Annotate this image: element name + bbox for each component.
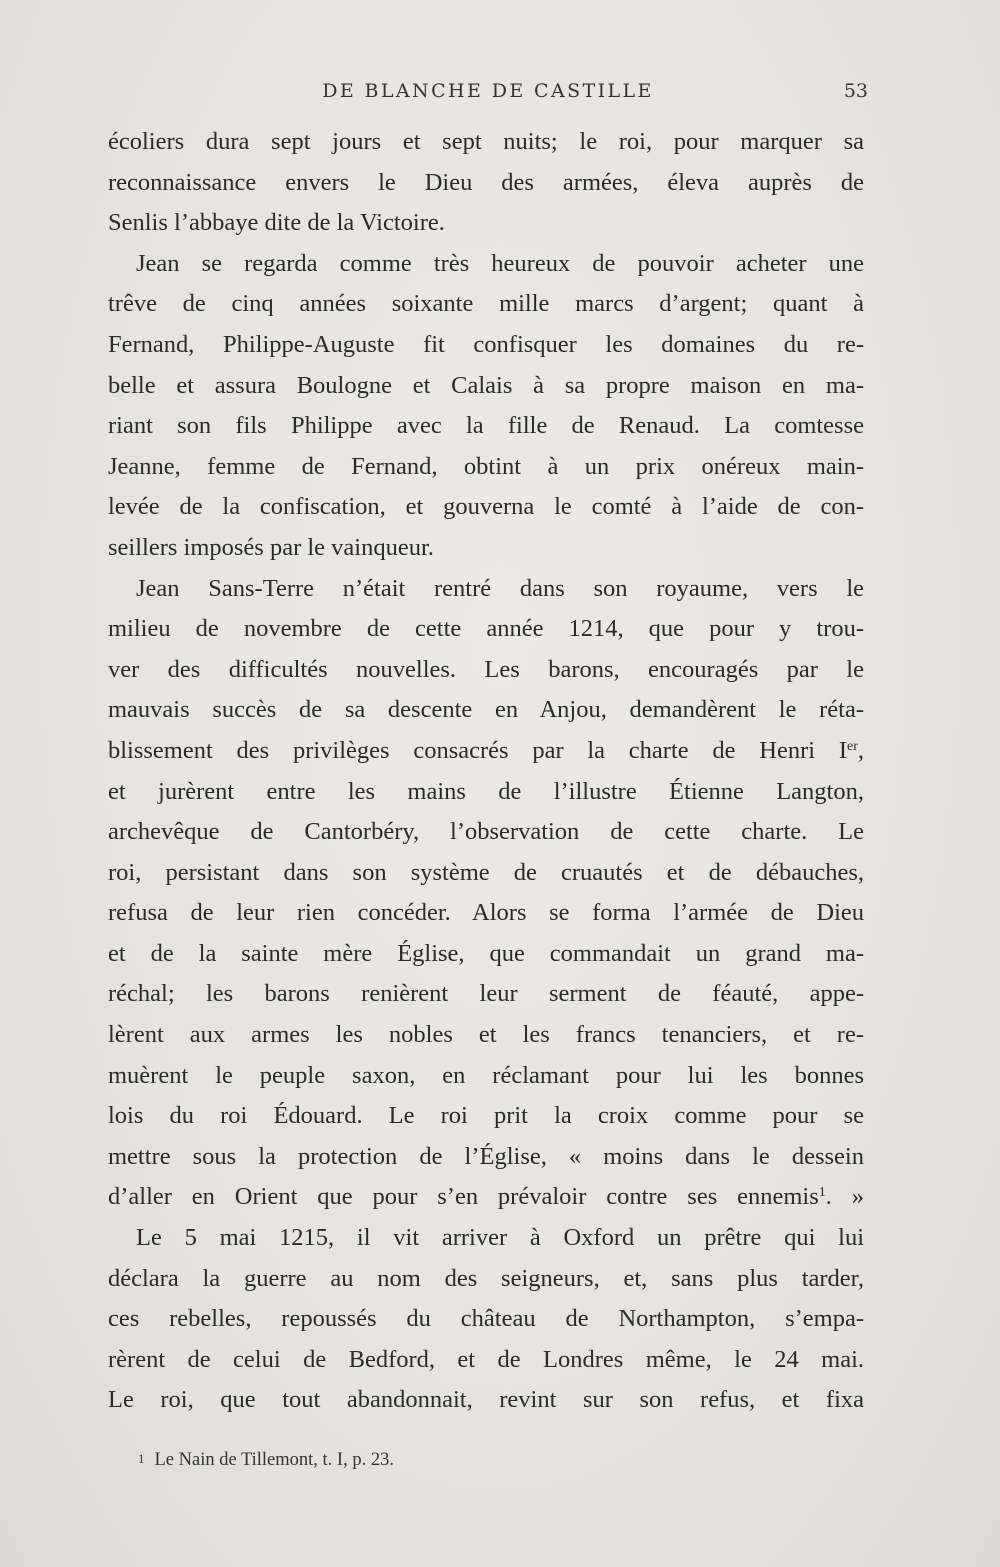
text-line: ver des difficultés nouvelles. Les barons, encouragés par le: [108, 655, 864, 683]
text-line: Fernand, Philippe-Auguste fit confisquer les domaines du re-: [108, 330, 864, 358]
text-line: riant son fils Philippe avec la fille de Renaud. La comtesse: [108, 412, 864, 440]
text-line: ces rebelles, repoussés du château de Northampton, s’empa-: [108, 1305, 864, 1333]
body-text: [108, 122, 864, 1421]
text-line: refusa de leur rien concéder. Alors se forma l’armée de Dieu: [108, 899, 864, 927]
text-line-note-ref: [108, 1177, 864, 1218]
running-title: DE BLANCHE DE CASTILLE: [322, 80, 654, 102]
text-line: écoliers dura sept jours et sept nuits; le roi, pour marquer sa: [108, 128, 864, 155]
paragraph-start-line: Jean Sans-Terre n’était rentré dans son royaume, vers le: [136, 574, 864, 602]
henri-ordinal-superscript: er: [846, 738, 858, 754]
text-line: levée de la confiscation, et gouverna le comté à l’aide de con-: [108, 493, 864, 521]
quote-line-text: d’aller en Orient que pour s’en prévaloir contre ses ennemis: [108, 1183, 819, 1211]
text-line: déclara la guerre au nom des seigneurs, et, sans plus tarder,: [108, 1264, 864, 1292]
page-number: 53: [843, 80, 868, 102]
text-line: Senlis l’abbaye dite de la Victoire.: [108, 209, 445, 237]
footnote-text: Le Nain de Tillemont, t. I, p. 23.: [154, 1450, 394, 1470]
footnote: [138, 1450, 394, 1471]
henri-line-text: blissement des privilèges consacrés par la charte de Henri I: [108, 736, 847, 764]
text-line: archevêque de Cantorbéry, l’observation de cette charte. Le: [108, 818, 864, 846]
paragraph-start-line: Jean se regarda comme très heureux de pouvoir acheter une: [136, 249, 864, 277]
text-line: et jurèrent entre les mains de l’illustre Étienne Langton,: [108, 777, 864, 805]
footnote-marker: 1: [138, 1451, 145, 1466]
text-line: muèrent le peuple saxon, en réclamant pour lui les bonnes: [108, 1061, 864, 1089]
text-line: rèrent de celui de Bedford, et de Londres même, le 24 mai.: [108, 1345, 864, 1373]
text-line: réchal; les barons renièrent leur serment de féauté, appe-: [108, 980, 864, 1008]
text-line: trêve de cinq années soixante mille marcs d’argent; quant à: [108, 290, 864, 318]
text-line: mettre sous la protection de l’Église, « moins dans le dessein: [108, 1142, 864, 1170]
quote-close: . »: [825, 1183, 865, 1211]
text-line: lois du roi Édouard. Le roi prit la croix comme pour se: [108, 1102, 864, 1130]
text-line: Le roi, que tout abandonnait, revint sur son refus, et fixa: [108, 1386, 864, 1414]
text-line: belle et assura Boulogne et Calais à sa propre maison en ma-: [108, 371, 864, 399]
footnote-reference: 1: [818, 1185, 826, 1201]
text-line: mauvais succès de sa descente en Anjou, demandèrent le réta-: [108, 696, 864, 724]
text-line: et de la sainte mère Église, que commandait un grand ma-: [108, 939, 864, 967]
text-line: roi, persistant dans son système de cruautés et de débauches,: [108, 858, 864, 886]
running-head: [108, 80, 868, 112]
text-line: Jeanne, femme de Fernand, obtint à un prix onéreux main-: [108, 452, 864, 480]
text-line: milieu de novembre de cette année 1214, que pour y trou-: [108, 615, 864, 643]
paragraph-start-line: Le 5 mai 1215, il vit arriver à Oxford un prêtre qui lui: [136, 1224, 864, 1252]
text-line: lèrent aux armes les nobles et les francs tenanciers, et re-: [108, 1021, 864, 1049]
henri-comma: ,: [857, 736, 864, 764]
text-line: reconnaissance envers le Dieu des armées, éleva auprès de: [108, 168, 864, 196]
text-line: seillers imposés par le vainqueur.: [108, 533, 434, 561]
text-line-henri: [108, 731, 864, 772]
